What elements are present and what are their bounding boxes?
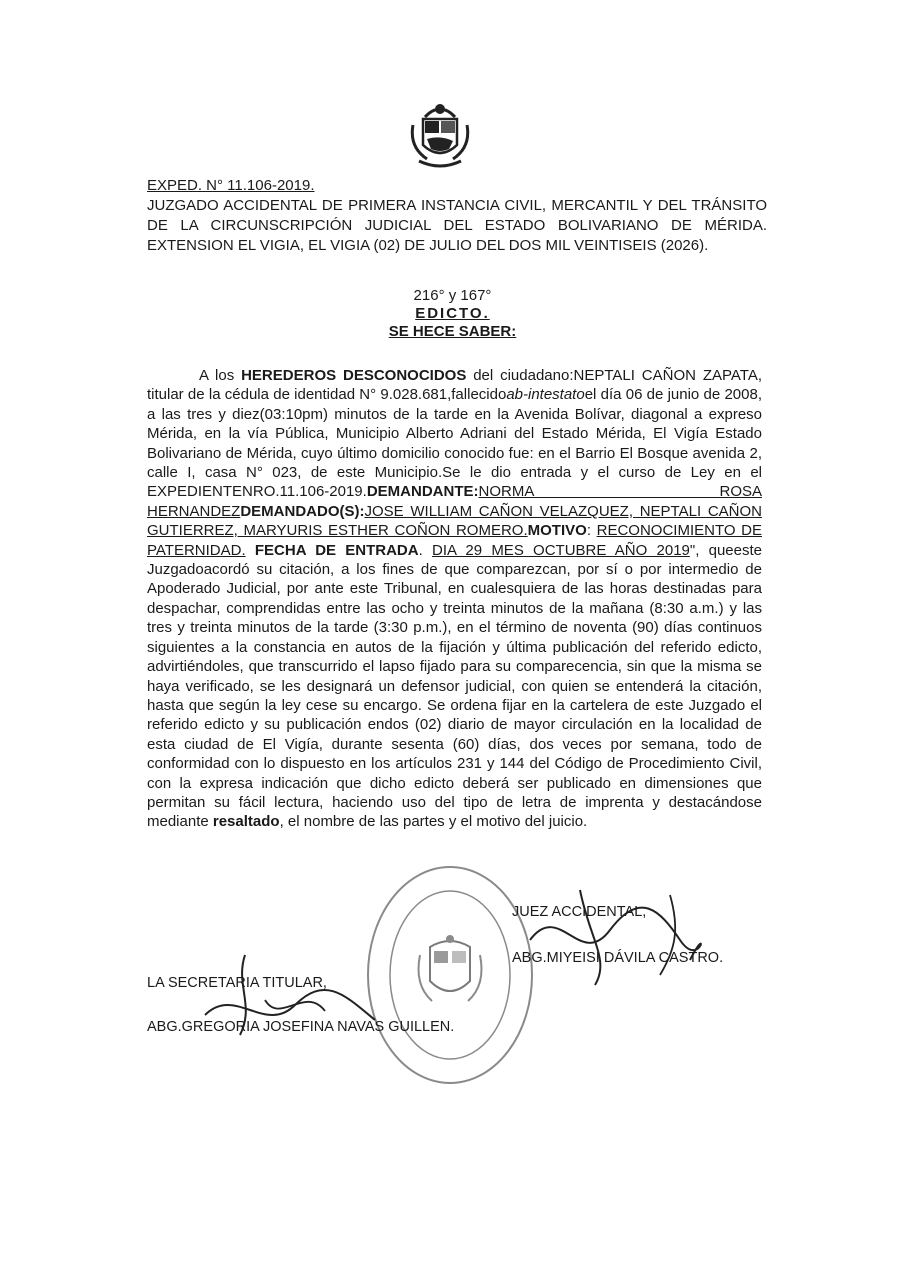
- secretary-name: ABG.GREGORIA JOSEFINA NAVAS GUILLEN.: [147, 1019, 455, 1035]
- body-text: , el nombre de las partes y el motivo del juicio.: [279, 813, 588, 831]
- defendants-label: DEMANDADO(S):: [240, 502, 365, 520]
- defendants-names: JOSE WILLIAM CAÑON VELAZQUEZ, NEPTALI CAÑON GUTIERREZ, MARYURIS ESTHER COÑON ROMERO.: [147, 502, 762, 540]
- document-title: EDICTO.: [415, 305, 490, 322]
- body-bold-text: resaltado: [212, 813, 280, 831]
- motive-label: MOTIVO: [527, 522, 587, 540]
- judge-signature: [520, 880, 720, 990]
- court-heading: JUZGADO ACCIDENTAL DE PRIMERA INSTANCIA CIVIL, MERCANTIL Y DEL TRÁNSITO DE LA CIRCUNSCRIPCIÓN JUDICIAL DEL ESTADO BOLIVARIANO DE MÉRIDA. EXTENSION EL VIGIA, EL VIGIA (02) DE JULIO DEL DOS MIL VEINTISEIS (2026).: [147, 197, 767, 254]
- body-bold-text: HEREDEROS DESCONOCIDOS: [241, 367, 467, 384]
- document-subtitle: SE HECE SABER:: [388, 323, 517, 340]
- plaintiff-name: NORMA ROSA HERNANDEZ: [147, 483, 762, 520]
- body-text: .: [418, 541, 432, 559]
- entry-date-value: DIA 29 MES OCTUBRE AÑO 2019: [432, 541, 690, 559]
- coat-of-arms-icon: [405, 95, 475, 175]
- document-header: [147, 176, 767, 256]
- body-text: del ciudadano:NEPTALI CAÑON ZAPATA, titular de la cédula de identidad N° 9.028.681,fallecido: [147, 367, 762, 404]
- body-text: :: [586, 522, 597, 540]
- court-seal-stamp: [360, 855, 540, 1095]
- body-italic-text: ab-intestato: [506, 386, 585, 404]
- years-line: 216° y 167°: [413, 287, 492, 304]
- secretary-title: LA SECRETARIA TITULAR,: [147, 975, 327, 991]
- edict-body: [147, 366, 762, 832]
- edict-paragraph: [147, 366, 762, 832]
- body-text: el día 06 de junio de 2008, a las tres y diez(03:10pm) minutos de la tarde en la Avenida Bolívar, diagonal a expreso Mérida, en la vía Pública, Municipio Alberto Adriani del Estado Mérida, El Vigía Estado Bolivariano de Mérida, cuyo último domicilio conocido fue: en el Barrio El Bosque avenida 2, calle I, casa N° 023, de este Municipio.Se le dio entrada y el curso de Ley en el EXPEDIENTENRO.11.106-2019.: [147, 386, 762, 501]
- judge-title: JUEZ ACCIDENTAL,: [512, 904, 647, 920]
- expediente-number: EXPED. N° 11.106-2019.: [147, 177, 315, 194]
- judge-name: ABG.MIYEISI DÁVILA CASTRO.: [512, 950, 724, 966]
- body-text: ", queeste Juzgadoacordó su citación, a los fines de que comparezcan, por sí o por intermedio de Apoderado Judicial, por ante este Tribunal, en cualesquiera de las horas destinadas para despachar, comprendidas entre las ocho y treinta minutos de la mañana (8:30 a.m.) y las tres y treinta minutos de la tarde (3:30 p.m.), en el término de noventa (90) días continuos siguientes a la constancia en autos de la fijación y última publicación del referido edicto, advirtiéndoles, que transcurrido el lapso fijado para su comparecencia, sin que la misma se haya verificado, se les designará un defensor judicial, con quien se entenderá la citación, hasta que según la ley cese su encargo. Se ordena fijar en la cartelera de este Juzgado el referido edicto y su publicación endos (02) diario de mayor circulación en la localidad de esta ciudad de El Vigía, durante sesenta (60) días, dos veces por semana, todo de conformidad con lo dispuesto en los artículos 231 y 144 del Código de Procedimiento Civil, con la expresa indicación que dicho edicto deberá ser publicado en dimensiones que permitan su fácil lectura, haciendo uso del tipo de letra de imprenta y destacándose mediante: [147, 541, 762, 831]
- plaintiff-label: DEMANDANTE:: [366, 483, 479, 501]
- entry-date-label: FECHA DE ENTRADA: [254, 541, 419, 559]
- motive-value: RECONOCIMIENTO DE PATERNIDAD.: [147, 522, 762, 559]
- body-text: A los: [199, 367, 242, 384]
